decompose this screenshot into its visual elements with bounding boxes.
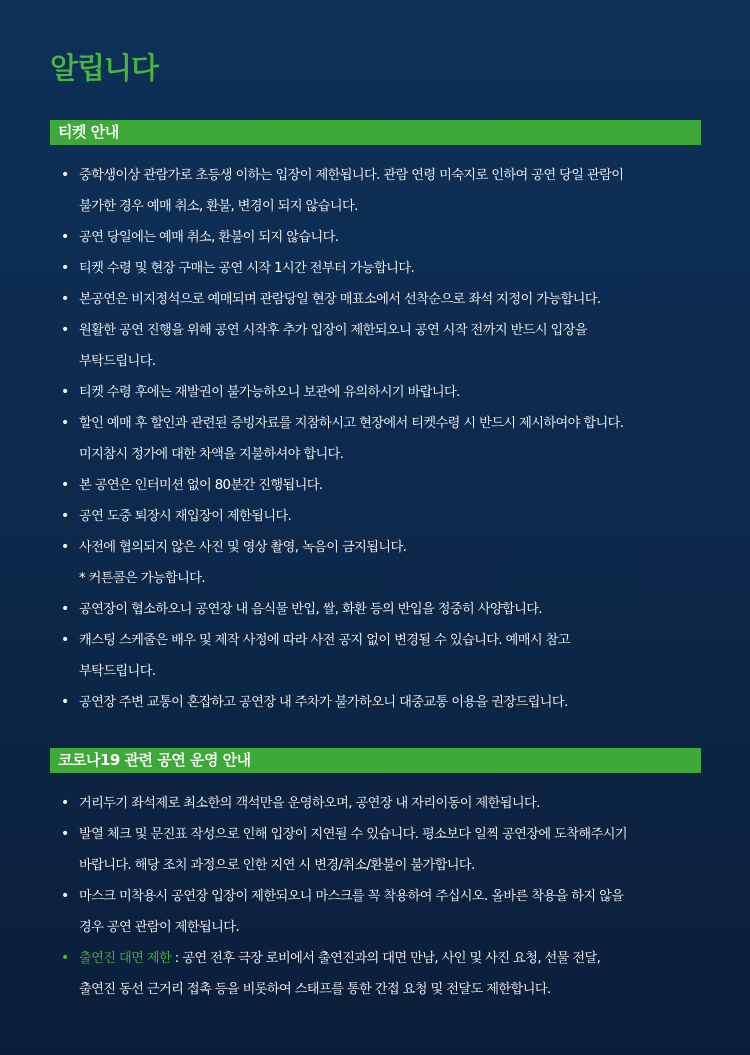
list-item-line: 본공연은 비지정석으로 예매되며 관람당일 현장 매표소에서 선착순으로 좌석 지정이 가능합니다. xyxy=(79,292,601,307)
list-item xyxy=(50,253,701,284)
covid-section-header: 코로나19 관련 공연 운영 안내 xyxy=(50,748,701,773)
list-item-line: * 커튼콜은 가능합니다. xyxy=(79,571,206,586)
list-item xyxy=(50,501,701,532)
bullet-dot-icon: • xyxy=(61,260,69,276)
list-item-line: 불가한 경우 예매 취소, 환불, 변경이 되지 않습니다. xyxy=(79,199,358,214)
list-item-line: 경우 공연 관람이 제한됩니다. xyxy=(79,920,240,935)
list-item xyxy=(50,532,701,594)
list-item-line: 공연 도중 퇴장시 재입장이 제한됩니다. xyxy=(79,509,292,524)
list-item-line: 캐스팅 스케줄은 배우 및 제작 사정에 따라 사전 공지 없이 변경될 수 있습니다. 예매시 참고 xyxy=(79,633,570,648)
list-item xyxy=(50,284,701,315)
list-item xyxy=(50,222,701,253)
list-item-line: 출연진 동선 근거리 접촉 등을 비롯하여 스태프를 통한 간접 요청 및 전달도 제한합니다. xyxy=(79,982,551,997)
list-item-line: 본 공연은 인터미션 없이 80분간 진행됩니다. xyxy=(79,478,323,493)
list-item-line: 공연장이 협소하오니 공연장 내 음식물 반입, 쌀, 화환 등의 반입을 정중히 사양합니다. xyxy=(79,602,543,617)
highlight-label: 출연진 대면 제한 xyxy=(79,951,172,966)
list-item xyxy=(50,594,701,625)
list-item-line: 발열 체크 및 문진표 작성으로 인해 입장이 지연될 수 있습니다. 평소보다 일찍 공연장에 도착해주시기 xyxy=(79,827,627,842)
list-item-line: 사전에 협의되지 않은 사진 및 영상 촬영, 녹음이 금지됩니다. xyxy=(79,540,407,555)
bullet-dot-icon: • xyxy=(61,415,69,431)
bullet-dot-icon: • xyxy=(61,795,69,811)
list-item-line: 거리두기 좌석제로 최소한의 객석만을 운영하오며, 공연장 내 자리이동이 제한됩니다. xyxy=(79,796,540,811)
list-item-line: 미지참시 정가에 대한 차액을 지불하셔야 합니다. xyxy=(79,447,344,462)
covid-info-section xyxy=(50,748,701,1005)
bullet-dot-icon: • xyxy=(61,694,69,710)
bullet-dot-icon: • xyxy=(61,322,69,338)
list-item xyxy=(50,315,701,377)
bullet-dot-icon: • xyxy=(61,950,69,966)
list-item-line: 마스크 미착용시 공연장 입장이 제한되오니 마스크를 꼭 착용하여 주십시오. 올바른 착용을 하지 않을 xyxy=(79,889,624,904)
bullet-dot-icon: • xyxy=(61,826,69,842)
list-item-line: 공연장 주변 교통이 혼잡하고 공연장 내 주차가 불가하오니 대중교통 이용을 권장드립니다. xyxy=(79,695,568,710)
list-item xyxy=(50,160,701,222)
list-item-line: 공연 당일에는 예매 취소, 환불이 되지 않습니다. xyxy=(79,230,339,245)
list-item-line: 원활한 공연 진행을 위해 공연 시작후 추가 입장이 제한되오니 공연 시작 전까지 반드시 입장을 xyxy=(79,323,587,338)
list-item-line xyxy=(79,943,701,974)
page-title: 알립니다 xyxy=(50,51,159,85)
bullet-dot-icon: • xyxy=(61,508,69,524)
bullet-dot-icon: • xyxy=(61,601,69,617)
bullet-dot-icon: • xyxy=(61,229,69,245)
list-item xyxy=(50,788,701,819)
bullet-dot-icon: • xyxy=(61,291,69,307)
list-item-line: 바랍니다. 해당 조치 과정으로 인한 지연 시 변경/취소/환불이 불가합니다. xyxy=(79,858,475,873)
bullet-dot-icon: • xyxy=(61,384,69,400)
ticket-notice-list xyxy=(50,160,701,718)
covid-notice-list xyxy=(50,788,701,1005)
list-item-line: 티켓 수령 후에는 재발권이 불가능하오니 보관에 유의하시기 바랍니다. xyxy=(79,385,460,400)
list-item xyxy=(50,687,701,718)
list-item xyxy=(50,408,701,470)
bullet-dot-icon: • xyxy=(61,539,69,555)
list-item xyxy=(50,377,701,408)
list-item xyxy=(50,819,701,881)
ticket-section-header: 티켓 안내 xyxy=(50,120,701,145)
list-item-line: 부탁드립니다. xyxy=(79,354,156,369)
bullet-dot-icon: • xyxy=(61,632,69,648)
list-item-line: 중학생이상 관람가로 초등생 이하는 입장이 제한됩니다. 관람 연령 미숙지로 인하여 공연 당일 관람이 xyxy=(79,168,624,183)
ticket-info-section xyxy=(50,120,701,718)
list-item-line: 할인 예매 후 할인과 관련된 증빙자료를 지참하시고 현장에서 티켓수령 시 반드시 제시하여야 합니다. xyxy=(79,416,624,431)
list-item xyxy=(50,881,701,943)
bullet-dot-icon: • xyxy=(61,888,69,904)
list-item-line: 티켓 수령 및 현장 구매는 공연 시작 1시간 전부터 가능합니다. xyxy=(79,261,415,276)
highlight-text: : 공연 전후 극장 로비에서 출연진과의 대면 만남, 사인 및 사진 요청, 선물 전달, xyxy=(171,951,601,966)
bullet-dot-icon: • xyxy=(61,477,69,493)
list-item xyxy=(50,470,701,501)
list-item-line: 부탁드립니다. xyxy=(79,664,156,679)
list-item xyxy=(50,625,701,687)
bullet-dot-icon: • xyxy=(61,167,69,183)
covid-highlight-item xyxy=(50,943,701,1005)
